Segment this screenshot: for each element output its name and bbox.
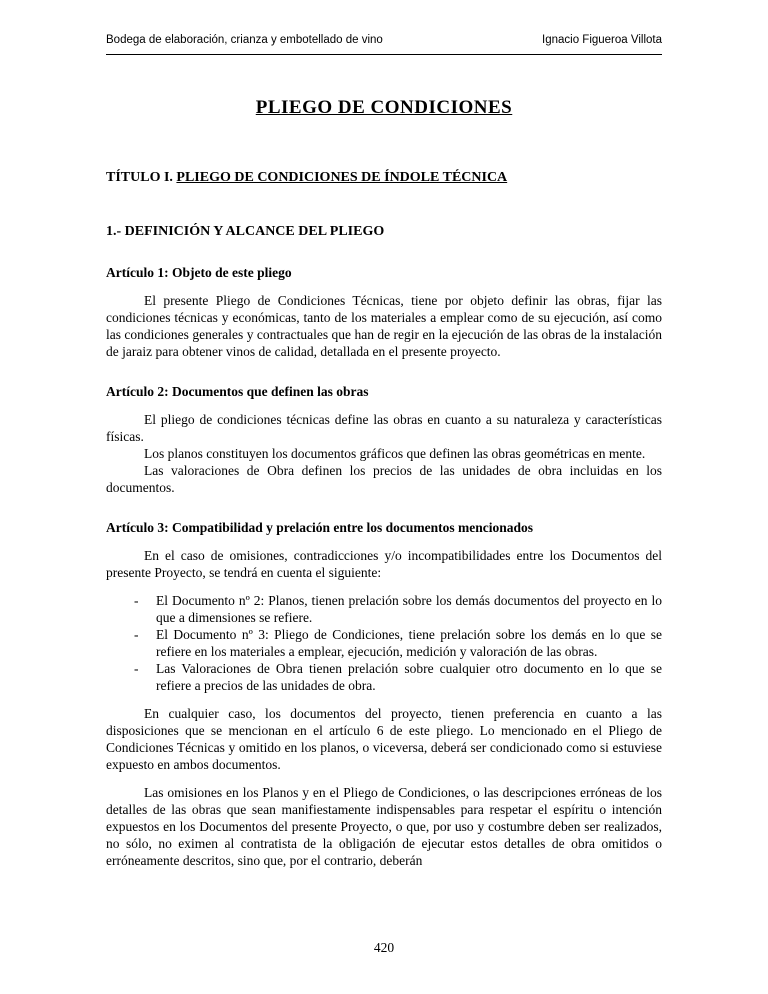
dash-marker: - <box>134 661 139 676</box>
article-1-paragraph: El presente Pliego de Condiciones Técnicas, tiene por objeto definir las obras, fijar las condiciones técnicas y económicas, tanto de los materiales a emplear como de su ejecución, así como las condiciones generales y contractuales que han de regir en la ejecución de las obras de la instalación de jaraiz para obtener vinos de calidad, detallada en el presente proyecto. <box>106 293 662 359</box>
header-left-text: Bodega de elaboración, crianza y embotellado de vino <box>106 34 383 46</box>
page-number: 420 <box>373 940 395 955</box>
article-3-paragraph: En cualquier caso, los documentos del proyecto, tienen preferencia en cuanto a las disposiciones que se mencionan en el artículo 6 de este pliego. Lo mencionado en el Pliego de Condiciones Técnicas y omitido en los planos, o viceversa, deberá ser condicionado como si estuviese expuesto en ambos documentos. <box>106 706 662 772</box>
page-header <box>106 32 662 55</box>
article-2-paragraph: Los planos constituyen los documentos gráficos que definen las obras geométricas en mente. <box>144 446 646 461</box>
dash-marker: - <box>134 627 139 642</box>
article-2-paragraph: El pliego de condiciones técnicas define las obras en cuanto a su naturaleza y características físicas. <box>106 412 662 444</box>
article-2-heading: Artículo 2: Documentos que definen las obras <box>106 384 369 399</box>
header-right-text: Ignacio Figueroa Villota <box>542 34 662 46</box>
list-item <box>134 626 662 660</box>
titulo-prefix: TÍTULO I. <box>106 170 177 185</box>
list-item-text: El Documento nº 2: Planos, tienen prelación sobre los demás documentos del proyecto en lo que a dimensiones se refiere. <box>156 593 662 625</box>
list-item <box>134 660 662 694</box>
titulo-heading <box>106 169 662 187</box>
document-title: PLIEGO DE CONDICIONES <box>255 97 513 118</box>
article-1-heading: Artículo 1: Objeto de este pliego <box>106 265 292 280</box>
list-item-text: Las Valoraciones de Obra tienen prelación sobre cualquier otro documento en lo que se refiere a precios de las unidades de obra. <box>156 661 662 693</box>
dash-marker: - <box>134 593 139 608</box>
list-item <box>134 592 662 626</box>
article-2-paragraph: Las valoraciones de Obra definen los precios de las unidades de obra incluidas en los documentos. <box>106 463 662 495</box>
section-1-heading: 1.- DEFINICIÓN Y ALCANCE DEL PLIEGO <box>106 224 385 239</box>
article-3-intro-paragraph: En el caso de omisiones, contradicciones y/o incompatibilidades entre los Documentos del presente Proyecto, se tendrá en cuenta el siguiente: <box>106 548 662 580</box>
article-3-heading: Artículo 3: Compatibilidad y prelación entre los documentos mencionados <box>106 520 534 535</box>
article-3-bullet-list <box>134 592 662 694</box>
titulo-underlined-text: PLIEGO DE CONDICIONES DE ÍNDOLE TÉCNICA <box>176 170 508 185</box>
list-item-text: El Documento nº 3: Pliego de Condiciones, tiene prelación sobre los demás en lo que se refiere en los materiales a emplear, ejecución, medición y valoración de las obras. <box>156 627 662 659</box>
article-3-paragraph: Las omisiones en los Planos y en el Pliego de Condiciones, o las descripciones erróneas de los detalles de las obras que sean manifiestamente indispensables para respetar el espíritu o intención expuestos en los Documentos del presente Proyecto, o que, por uso y costumbre deben ser realizados, no sólo, no eximen al contratista de la obligación de ejecutar estos detalles de obra omitidos o erróneamente descritos, sino que, por el contrario, deberán <box>106 785 662 868</box>
